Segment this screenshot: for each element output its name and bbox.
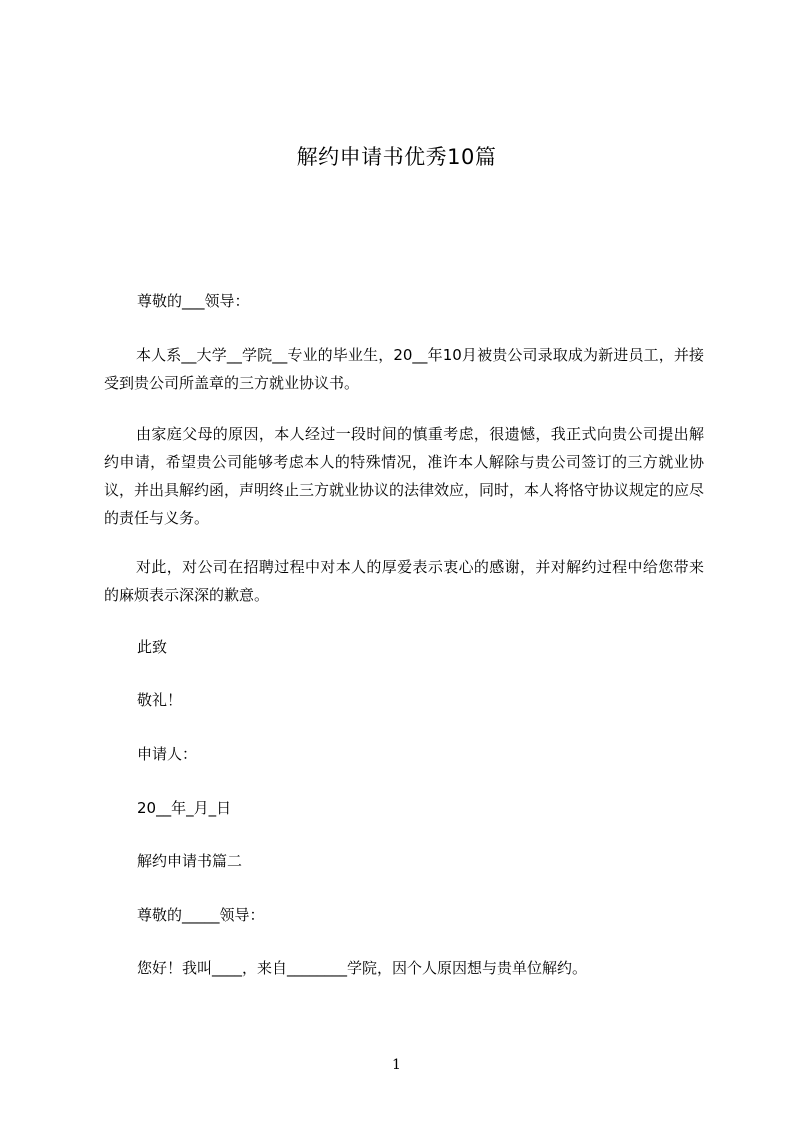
applicant-label: 申请人： bbox=[137, 745, 198, 763]
salutation-2: 尊敬的_____领导： bbox=[137, 906, 265, 924]
body-paragraph-1: 本人系__大学__学院__专业的毕业生，20__年10月被贵公司录取成为新进员工，并接受到贵公司所盖章的三方就业协议书。 bbox=[104, 346, 704, 392]
closing-line-1: 此致 bbox=[137, 638, 168, 656]
salutation: 尊敬的___领导： bbox=[137, 292, 250, 310]
body-paragraph-2: 由家庭父母的原因，本人经过一段时间的慎重考虑，很遗憾，我正式向贵公司提出解约申请，希望贵公司能够考虑本人的特殊情况，准许本人解除与贵公司签订的三方就业协议，并出具解约函，声明终止三方就业协议的法律效应，同时，本人将恪守协议规定的应尽的责任与义务。 bbox=[104, 425, 705, 527]
section-heading: 解约申请书篇二 bbox=[137, 852, 243, 870]
closing-line-2: 敬礼！ bbox=[137, 691, 183, 709]
date-line: 20__年_月_日 bbox=[137, 799, 232, 817]
body-paragraph-4: 您好！我叫____，来自________学院，因个人原因想与贵单位解约。 bbox=[137, 959, 588, 977]
body-paragraph-3: 对此，对公司在招聘过程中对本人的厚爱表示衷心的感谢，并对解约过程中给您带来的麻烦表示深深的歉意。 bbox=[104, 558, 704, 604]
document-title: 解约申请书优秀10篇 bbox=[296, 145, 497, 169]
page-number: 1 bbox=[392, 1057, 401, 1073]
